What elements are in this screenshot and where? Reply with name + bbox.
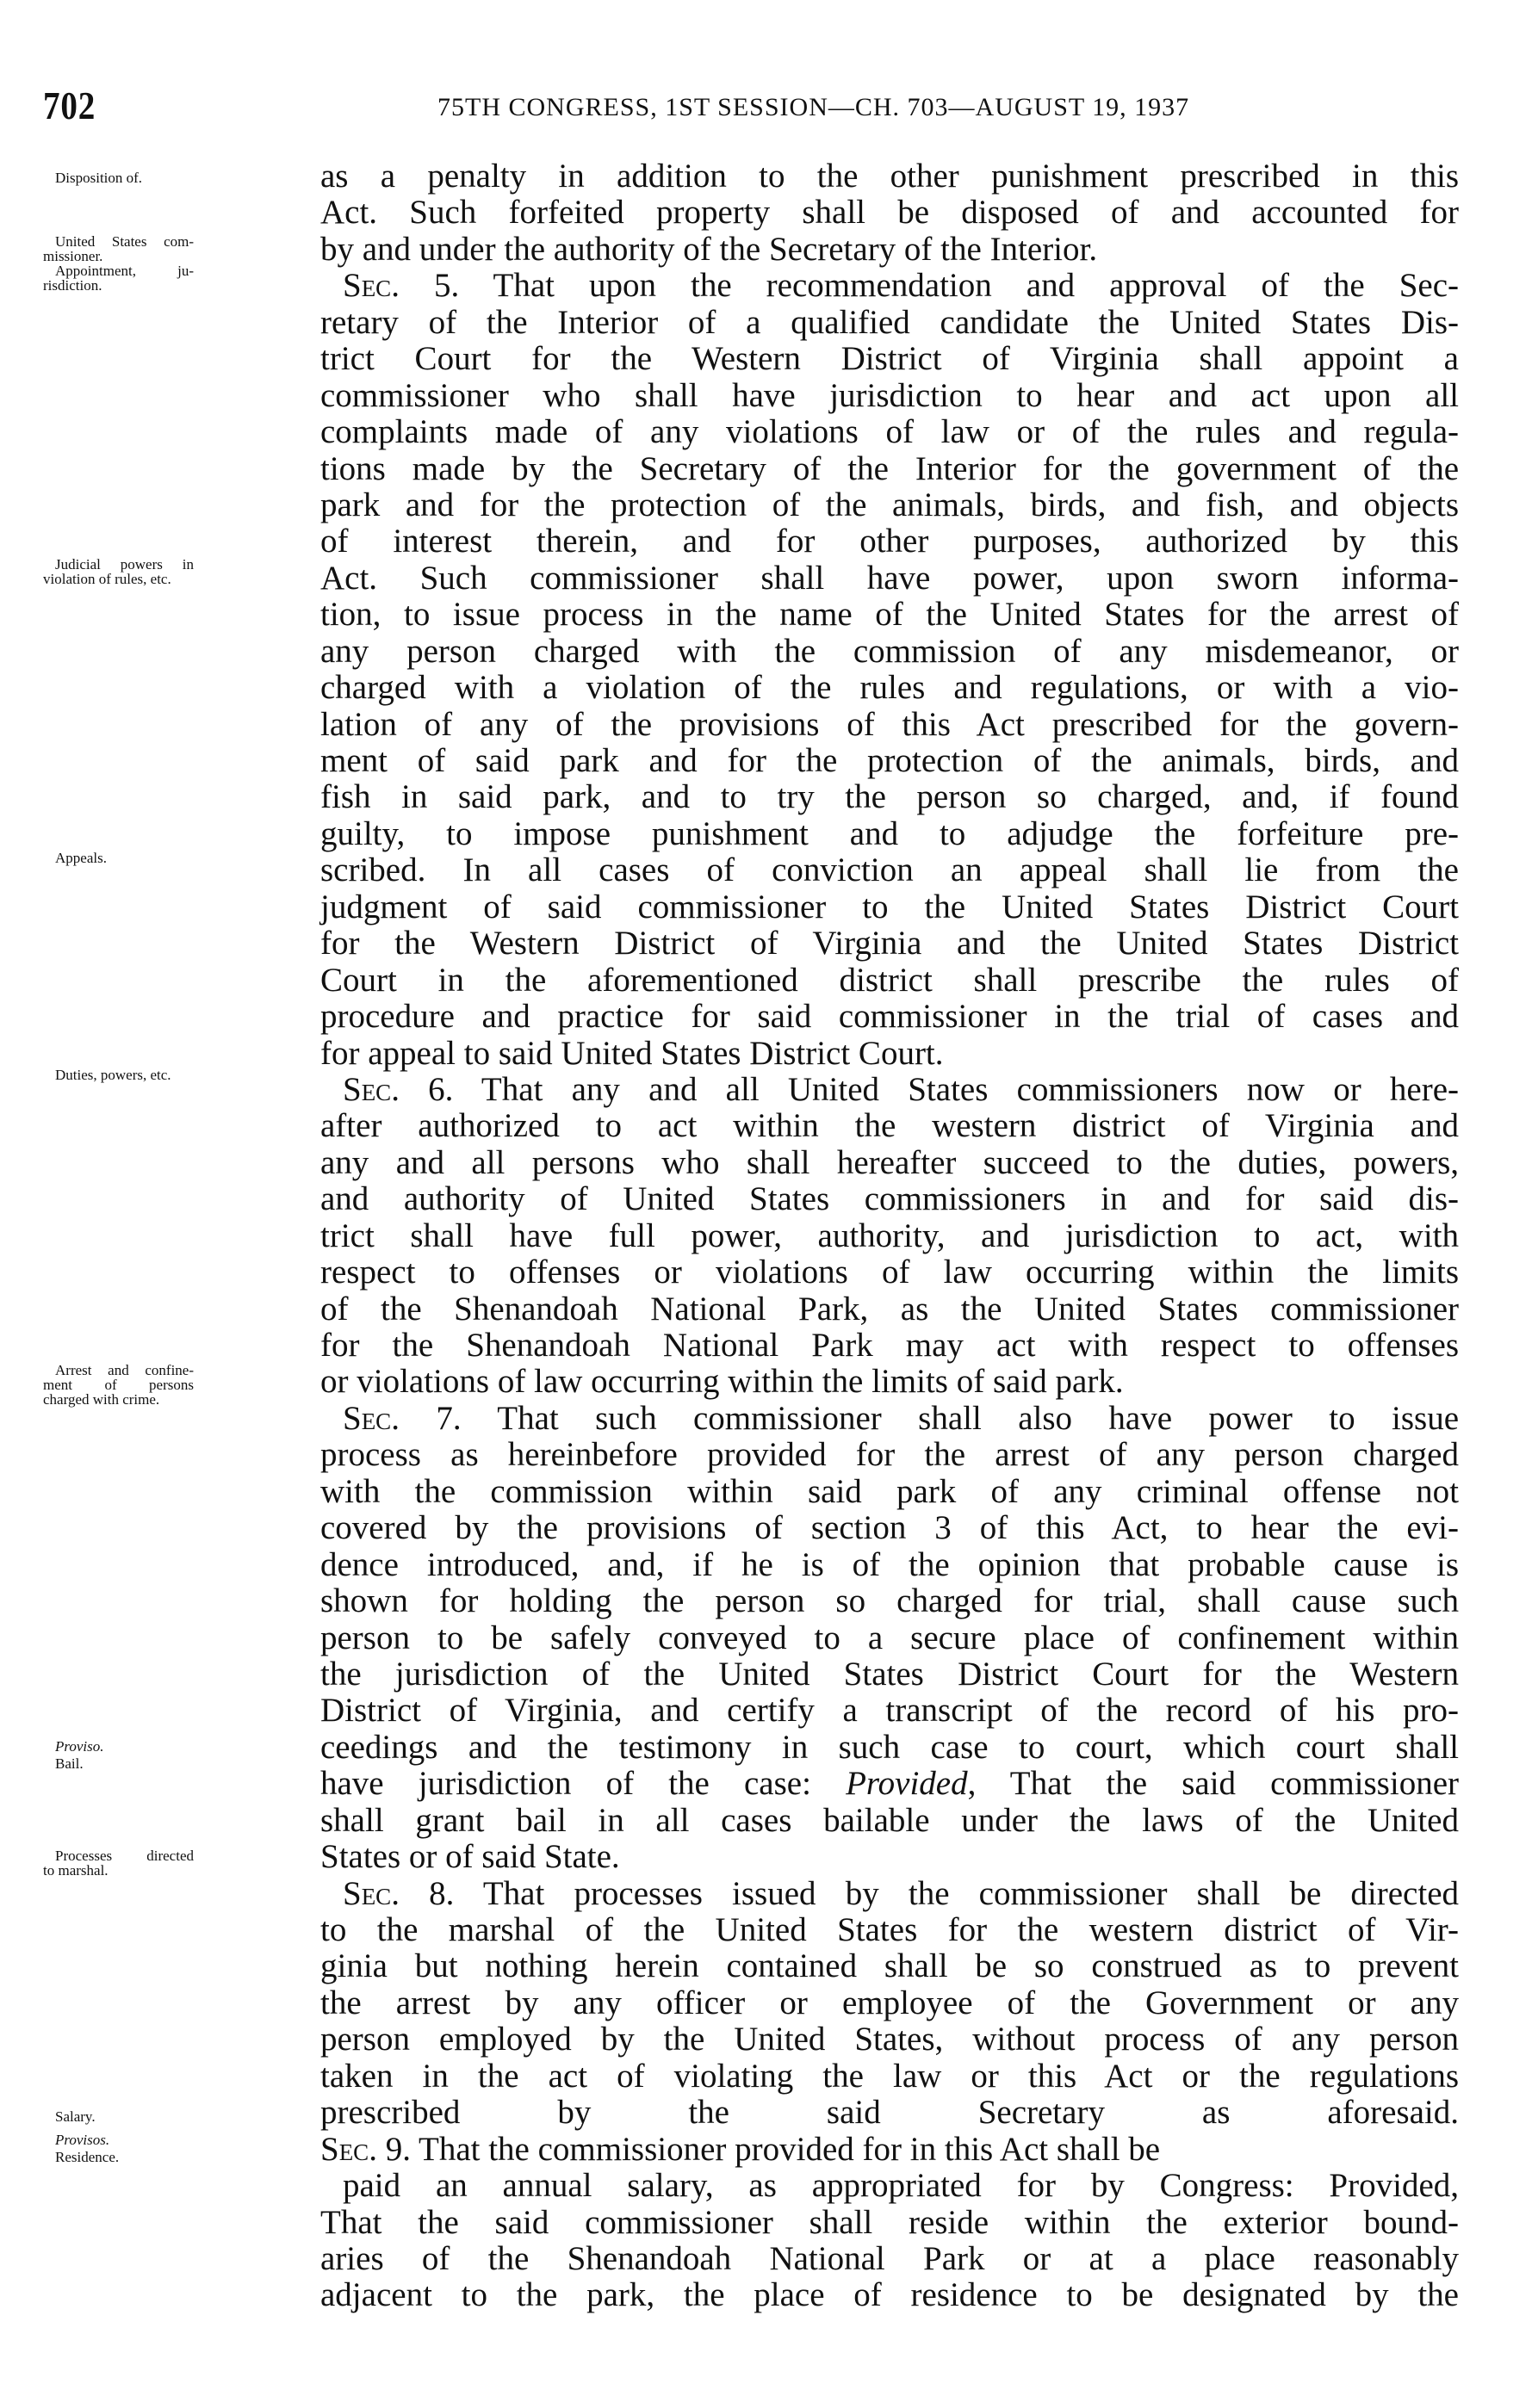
body-line: of interest therein, and for other purposes, authorized by this <box>320 523 1459 560</box>
body-line: tions made by the Secretary of the Interior for the government of the <box>320 449 1459 487</box>
section-heading-line: Sec. 9. That the commissioner provided for in this Act shall be <box>320 2130 1161 2168</box>
margin-note-disposition <box>43 170 194 185</box>
body-line: Act. Such forfeited property shall be disposed of and accounted for <box>320 194 1459 232</box>
body-line: park and for the protection of the animals, birds, and fish, and objects <box>320 486 1459 523</box>
margin-note-residence <box>43 2150 194 2164</box>
margin-note-line: risdiction. <box>43 277 102 294</box>
body-line: paid an annual salary, as appropriated for by Congress: Provided, <box>343 2167 1459 2205</box>
margin-note-processes <box>43 1848 194 1878</box>
section-heading-line: Sec. 8. That processes issued by the commissioner shall be directed <box>343 1874 1459 1912</box>
body-line: shall grant bail in all cases bailable under the laws of the United <box>320 1801 1459 1839</box>
margin-note-line: Duties, powers, etc. <box>55 1067 171 1083</box>
margin-note-line: Proviso. <box>55 1738 104 1755</box>
body-line: prescribed by the said Secretary as aforesaid. <box>320 2094 1459 2132</box>
section-heading-line: Sec. 6. That any and all United States commissioners now or here- <box>343 1070 1459 1108</box>
body-line: lation of any of the provisions of this Act prescribed for the govern- <box>320 705 1459 743</box>
body-line: ceedings and the testimony in such case to court, which court shall <box>320 1728 1459 1766</box>
body-line: and authority of United States commissioners in and for said dis- <box>320 1180 1459 1218</box>
body-line: dence introduced, and, if he is of the opinion that probable cause is <box>320 1545 1459 1583</box>
body-text <box>320 158 1459 2314</box>
body-line: ment of said park and for the protection of the animals, birds, and <box>320 742 1459 779</box>
body-line: District of Virginia, and certify a transcript of the record of his pro- <box>320 1692 1459 1730</box>
margin-note-line: ment of persons <box>43 1377 194 1393</box>
margin-note-line: violation of rules, etc. <box>43 571 171 587</box>
body-line: procedure and practice for said commissioner in the trial of cases and <box>320 998 1459 1036</box>
margin-note-line: Provisos. <box>55 2132 110 2148</box>
margin-note-line: Appointment, ju- <box>55 263 194 279</box>
body-line: process as hereinbefore provided for the arrest of any person charged <box>320 1436 1459 1474</box>
body-line: commissioner who shall have jurisdiction to hear and act upon all <box>320 376 1459 414</box>
margin-note-line: to marshal. <box>43 1862 109 1879</box>
body-line: for the Western District of Virginia and the United States District <box>320 925 1459 963</box>
body-line: the jurisdiction of the United States District Court for the Western <box>320 1655 1459 1693</box>
body-line: That the said commissioner shall reside within the exterior bound- <box>320 2203 1459 2241</box>
body-line: aries of the Shenandoah National Park or at a place reasonably <box>320 2239 1459 2277</box>
body-line: trict shall have full power, authority, and jurisdiction to act, with <box>320 1216 1459 1254</box>
body-line: complaints made of any violations of law or of the rules and regula- <box>320 413 1459 451</box>
margin-note-proviso-1 <box>43 1739 194 1754</box>
margin-note-provisos <box>43 2133 194 2147</box>
body-line: tion, to issue process in the name of the United States for the arrest of <box>320 596 1459 634</box>
margin-note-appeals <box>43 851 194 865</box>
margin-note-salary <box>43 2109 194 2124</box>
margin-note-arrest <box>43 1363 194 1407</box>
body-line: fish in said park, and to try the person so charged, and, if found <box>320 778 1459 816</box>
margin-note-line: Processes directed <box>55 1848 194 1864</box>
body-line: the arrest by any officer or employee of the Government or any <box>320 1984 1459 2021</box>
body-line: States or of said State. <box>320 1838 620 1876</box>
body-line: covered by the provisions of section 3 of this Act, to hear the evi- <box>320 1509 1459 1547</box>
body-line: taken in the act of violating the law or this Act or the regulations <box>320 2057 1459 2095</box>
body-line: for the Shenandoah National Park may act with respect to offenses <box>320 1327 1459 1364</box>
body-line: for appeal to said United States District Court. <box>320 1034 944 1072</box>
margin-note-line: Arrest and confine- <box>55 1362 194 1378</box>
body-line: have jurisdiction of the case: Provided, That the said commissioner <box>320 1765 1459 1803</box>
body-line: charged with a violation of the rules and regulations, or with a vio- <box>320 669 1459 707</box>
body-line: or violations of law occurring within the limits of said park. <box>320 1363 1124 1401</box>
body-line: any person charged with the commission of any misdemeanor, or <box>320 632 1459 670</box>
body-line: adjacent to the park, the place of residence to be designated by the <box>320 2276 1459 2314</box>
body-line: by and under the authority of the Secretary of the Interior. <box>320 230 1098 268</box>
margin-note-line: charged with crime. <box>43 1391 160 1408</box>
body-line: of the Shenandoah National Park, as the United States commissioner <box>320 1290 1459 1328</box>
body-line: to the marshal of the United States for the western district of Vir- <box>320 1911 1459 1948</box>
margin-note-judicial-powers <box>43 557 194 586</box>
margin-note-us-commissioner <box>43 234 194 263</box>
body-line: person employed by the United States, without process of any person <box>320 2021 1459 2058</box>
running-head: 75TH CONGRESS, 1ST SESSION—CH. 703—AUGUST 19, 1937 <box>437 93 1190 121</box>
body-line: Act. Such commissioner shall have power, upon sworn informa- <box>320 559 1459 597</box>
page-number: 702 <box>43 84 96 127</box>
body-line: guilty, to impose punishment and to adjudge the forfeiture pre- <box>320 814 1459 852</box>
body-line: after authorized to act within the western district of Virginia and <box>320 1107 1459 1145</box>
margin-note-line: missioner. <box>43 248 103 264</box>
body-line: ginia but nothing herein contained shall be so construed as to prevent <box>320 1947 1459 1985</box>
body-line: person to be safely conveyed to a secure place of confinement within <box>320 1619 1459 1656</box>
margin-note-appointment <box>43 263 194 293</box>
margin-note-line: Residence. <box>55 2149 120 2165</box>
margin-note-line: Bail. <box>55 1755 84 1772</box>
margin-note-line: Salary. <box>55 2108 96 2125</box>
margin-note-line: Judicial powers in <box>55 556 194 573</box>
body-line: with the commission within said park of any criminal offense not <box>320 1472 1459 1510</box>
body-line: as a penalty in addition to the other punishment prescribed in this <box>320 158 1459 195</box>
body-line: respect to offenses or violations of law occurring within the limits <box>320 1254 1459 1291</box>
body-line: retary of the Interior of a qualified candidate the United States Dis- <box>320 303 1459 341</box>
section-heading-line: Sec. 5. That upon the recommendation and approval of the Sec- <box>343 267 1459 305</box>
margin-note-line: Disposition of. <box>55 170 143 186</box>
body-line: judgment of said commissioner to the United States District Court <box>320 888 1459 925</box>
margin-note-line: Appeals. <box>55 850 107 866</box>
body-line: any and all persons who shall hereafter succeed to the duties, powers, <box>320 1143 1459 1181</box>
body-line: Court in the aforementioned district shall prescribe the rules of <box>320 961 1459 999</box>
margin-note-duties <box>43 1068 194 1082</box>
body-line: trict Court for the Western District of Virginia shall appoint a <box>320 340 1459 378</box>
body-line: shown for holding the person so charged for trial, shall cause such <box>320 1582 1459 1620</box>
margin-note-bail <box>43 1756 194 1771</box>
margin-note-line: United States com- <box>55 233 194 250</box>
section-heading-line: Sec. 7. That such commissioner shall also have power to issue <box>343 1399 1459 1437</box>
body-line: scribed. In all cases of conviction an appeal shall lie from the <box>320 851 1459 889</box>
